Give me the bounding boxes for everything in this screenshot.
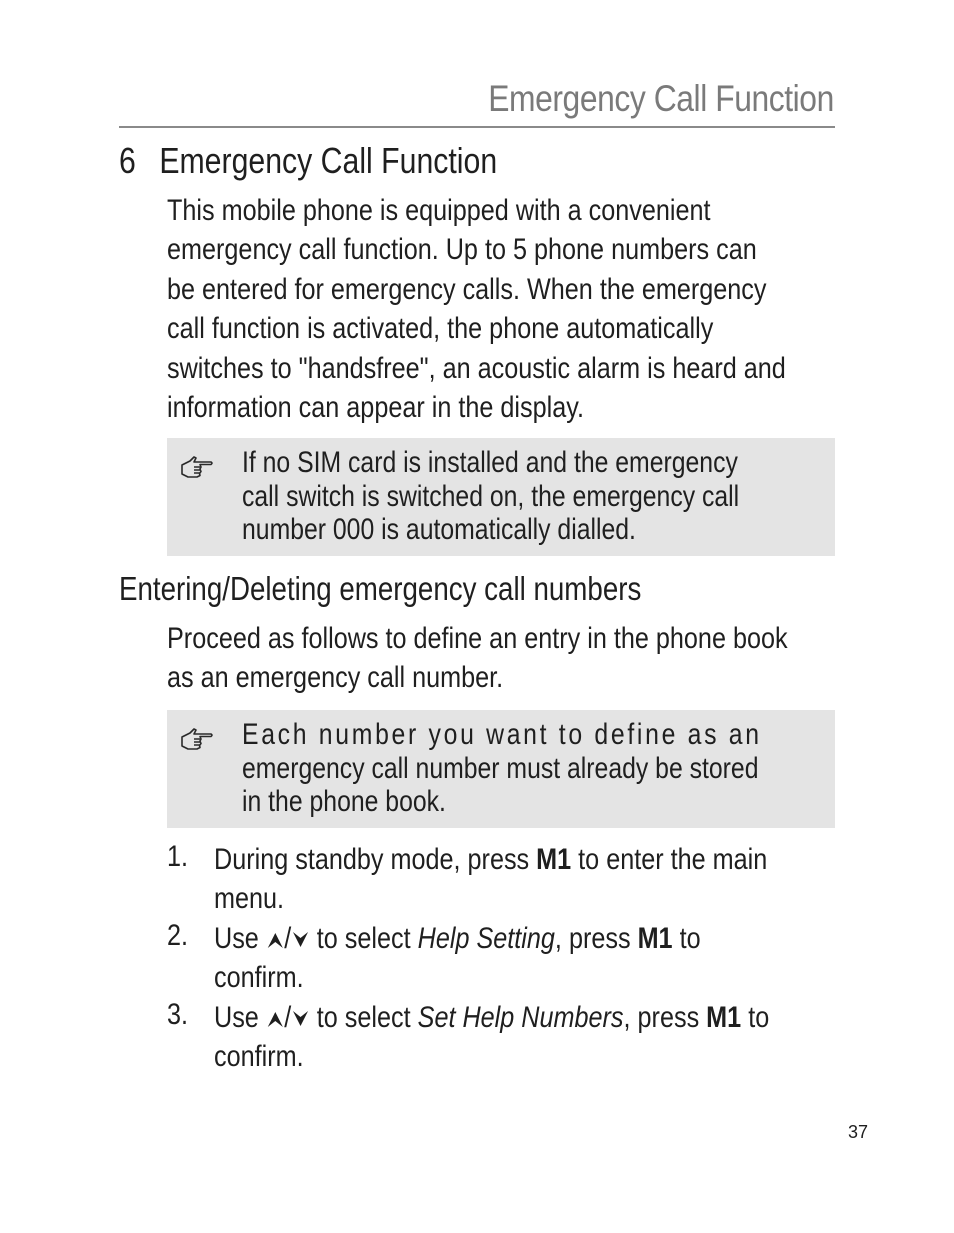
step-text: to select bbox=[309, 1000, 418, 1034]
section-intro-line: Proceed as follows to define an entry in the phone book bbox=[167, 622, 788, 655]
step-text: to bbox=[672, 921, 701, 955]
arrow-up-icon bbox=[266, 931, 284, 949]
key-label: M1 bbox=[536, 843, 572, 876]
step-item bbox=[167, 998, 835, 1077]
intro-line: call function is activated, the phone automatically bbox=[167, 312, 714, 346]
step-item bbox=[167, 840, 835, 919]
intro-line: This mobile phone is equipped with a convenient bbox=[167, 194, 711, 227]
chapter-title: Emergency Call Function bbox=[159, 140, 498, 181]
menu-item-name: Help Setting bbox=[417, 921, 555, 955]
step-text: , press bbox=[554, 921, 638, 955]
section-heading bbox=[119, 570, 741, 608]
note-line: emergency call number must already be stored bbox=[242, 751, 759, 785]
note-line: If no SIM card is installed and the emergency bbox=[242, 446, 738, 479]
step-number: 3. bbox=[167, 997, 189, 1031]
step-text: confirm. bbox=[214, 961, 304, 995]
step-text: to select bbox=[309, 921, 418, 955]
intro-line: be entered for emergency calls. When the emergency bbox=[167, 272, 767, 306]
section-intro-line: as an emergency call number. bbox=[167, 661, 504, 695]
running-header: Emergency Call Function bbox=[488, 78, 834, 119]
page-number: 37 bbox=[847, 1122, 868, 1142]
note-box-phonebook bbox=[167, 710, 835, 828]
intro-line: switches to "handsfree", an acoustic alarm is heard and bbox=[167, 351, 786, 385]
chapter-number: 6 bbox=[119, 140, 136, 181]
step-text: menu. bbox=[214, 882, 285, 916]
steps-list bbox=[167, 840, 835, 1076]
step-text: , press bbox=[623, 1000, 707, 1034]
step-text: confirm. bbox=[214, 1039, 304, 1073]
chapter-heading bbox=[119, 140, 569, 182]
section-title: Entering/Deleting emergency call numbers bbox=[119, 570, 642, 607]
key-label: M1 bbox=[706, 1000, 742, 1034]
step-number: 2. bbox=[167, 918, 189, 952]
step-text: Use bbox=[214, 1000, 266, 1034]
pointing-hand-icon bbox=[180, 455, 214, 479]
step-text: to enter the main bbox=[571, 843, 768, 876]
step-text: to bbox=[741, 1000, 770, 1034]
menu-item-name: Set Help Numbers bbox=[417, 1000, 624, 1034]
section-intro-paragraph bbox=[167, 619, 835, 698]
intro-paragraph bbox=[167, 191, 835, 427]
step-text: During standby mode, press bbox=[214, 843, 537, 876]
note-line: in the phone book. bbox=[242, 785, 446, 819]
note-line: call switch is switched on, the emergency call bbox=[242, 479, 740, 513]
step-number: 1. bbox=[167, 840, 189, 873]
key-label: M1 bbox=[637, 921, 673, 955]
note-line: number 000 is automatically dialled. bbox=[242, 513, 636, 547]
arrow-down-icon bbox=[291, 1010, 309, 1028]
header-rule bbox=[119, 126, 835, 128]
step-item bbox=[167, 919, 835, 998]
step-text: Use bbox=[214, 921, 266, 955]
arrow-down-icon bbox=[291, 931, 309, 949]
arrow-up-icon bbox=[266, 1010, 284, 1028]
intro-line: information can appear in the display. bbox=[167, 390, 584, 424]
note-line: Each number you want to define as an bbox=[242, 718, 762, 751]
slash: / bbox=[284, 1000, 292, 1034]
pointing-hand-icon bbox=[180, 727, 214, 751]
note-box-sim bbox=[167, 438, 835, 556]
slash: / bbox=[284, 921, 292, 955]
intro-line: emergency call function. Up to 5 phone numbers can bbox=[167, 233, 757, 267]
